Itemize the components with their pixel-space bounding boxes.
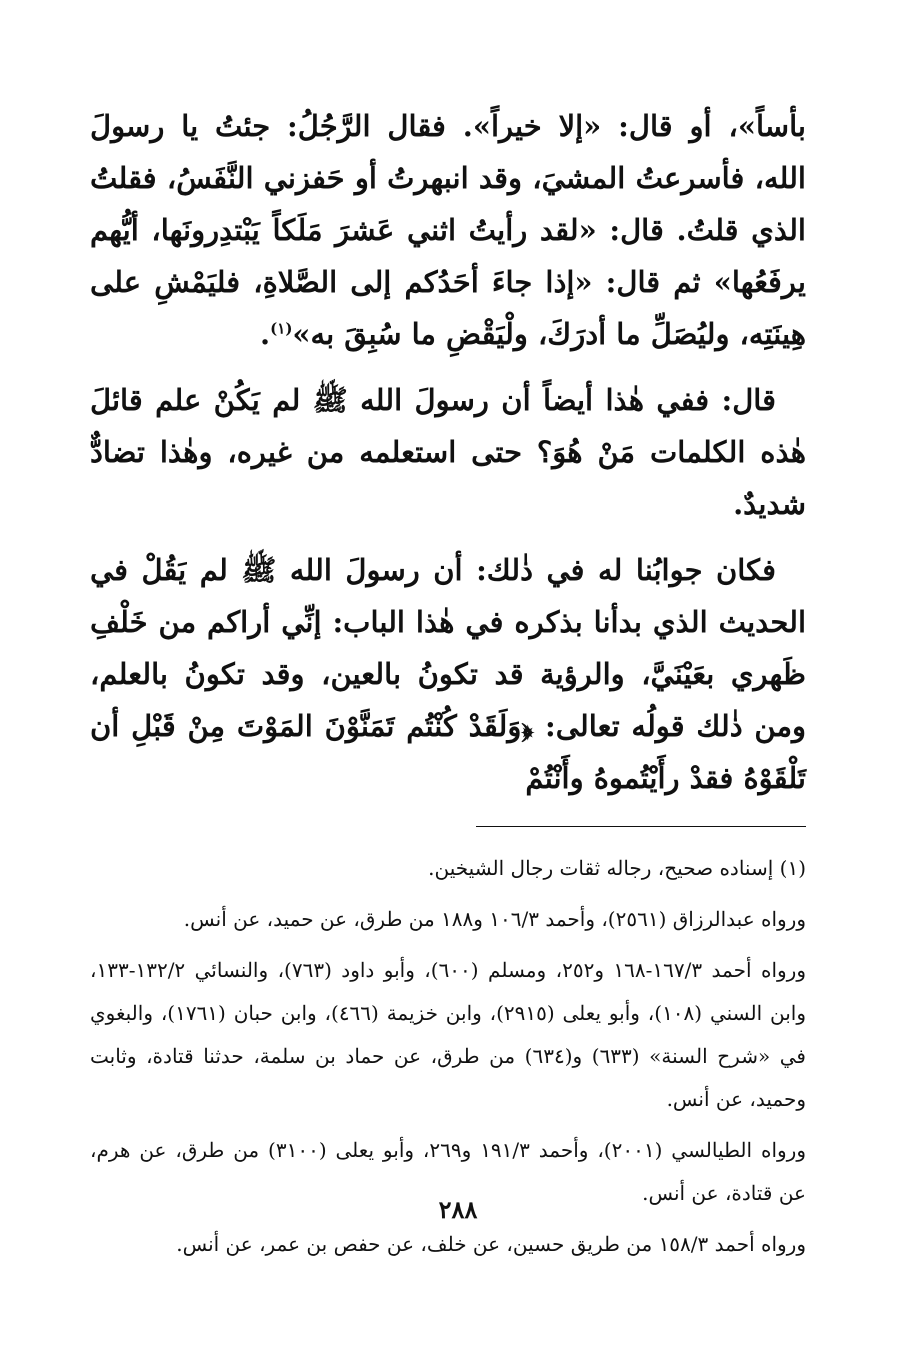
footnote-line: ورواه الطيالسي (٢٠٠١)، وأحمد ١٩١/٣ و٢٦٩، وأبو يعلى (٣١٠٠) من طرق، عن هرم، عن قتادة، عن أنس. [90,1138,806,1205]
paragraph-hadith [90,100,806,360]
page-number: ٢٨٨ [438,1195,478,1224]
main-text [90,100,806,804]
footnote-line: ورواه أحمد ١٥٨/٣ من طريق حسين، عن خلف، عن حفص بن عمر، عن أنس. [176,1232,806,1256]
paragraph-text: بأساً»، أو قال: «إلا خيراً». فقال الرَّجُلُ: جئتُ يا رسولَ الله، فأسرعتُ المشيَ، وقد انبهرتُ أو حَفزني النَّفَسُ، فقلتُ الذي قلتُ. قال: «لقد رأيتُ اثني عَشرَ مَلَكاً يَبْتدِرونَها، أيُّهم يرفَعُها» ثم قال: «إذا جاءَ أحَدُكم إلى الصَّلاةِ، فليَمْشِ على هِينَتِه، وليُصَلِّ ما أدرَكَ، ولْيَقْضِ ما سُبِقَ به» [90,109,806,351]
paragraph-objection: قال: ففي هٰذا أيضاً أن رسولَ الله ﷺ لم يَكُنْ علم قائلَ هٰذه الكلمات مَنْ هُوَ؟ حتى استعلمه من غيره، وهٰذا تضادٌّ شديدٌ. [90,383,806,521]
footnote-line: ورواه أحمد ١٦٧/٣-١٦٨ و٢٥٢، ومسلم (٦٠٠)، وأبو داود (٧٦٣)، والنسائي ١٣٢/٢-١٣٣، وابن السني (١٠٨)، وأبو يعلى (٢٩١٥)، وابن خزيمة (٤٦٦)، وابن حبان (١٧٦١)، والبغوي في «شرح السنة» (٦٣٣) و(٦٣٤) من طرق، عن حماد بن سلمة، حدثنا قتادة، وثابت وحميد، عن أنس. [90,958,806,1111]
sentence-end: . [260,317,271,351]
footnote-line: (١) إسناده صحيح، رجاله ثقات رجال الشيخين. [428,856,806,880]
footnote-line: ورواه عبدالرزاق (٢٥٦١)، وأحمد ١٠٦/٣ و١٨٨ من طرق، عن حميد، عن أنس. [183,907,806,931]
footnote-divider [476,826,806,827]
footnote-reference: (١) [270,319,293,338]
paragraph-answer: فكان جوابُنا له في ذٰلك: أن رسولَ الله ﷺ لم يَقُلْ في الحديث الذي بدأنا بذكره في هٰذا الباب: إنِّي أراكم من خَلْفِ ظَهري بعَيْنَيَّ، والرؤية قد تكونُ بالعين، وقد تكونُ بالعلم، ومن ذٰلك قولُه تعالى: ﴿وَلَقَدْ كُنْتُم تَمَنَّوْنَ المَوْتَ مِنْ قَبْلِ أن تَلْقَوْهُ فقدْ رأَيْتُموهُ وأَنْتُمْ [90,553,806,795]
